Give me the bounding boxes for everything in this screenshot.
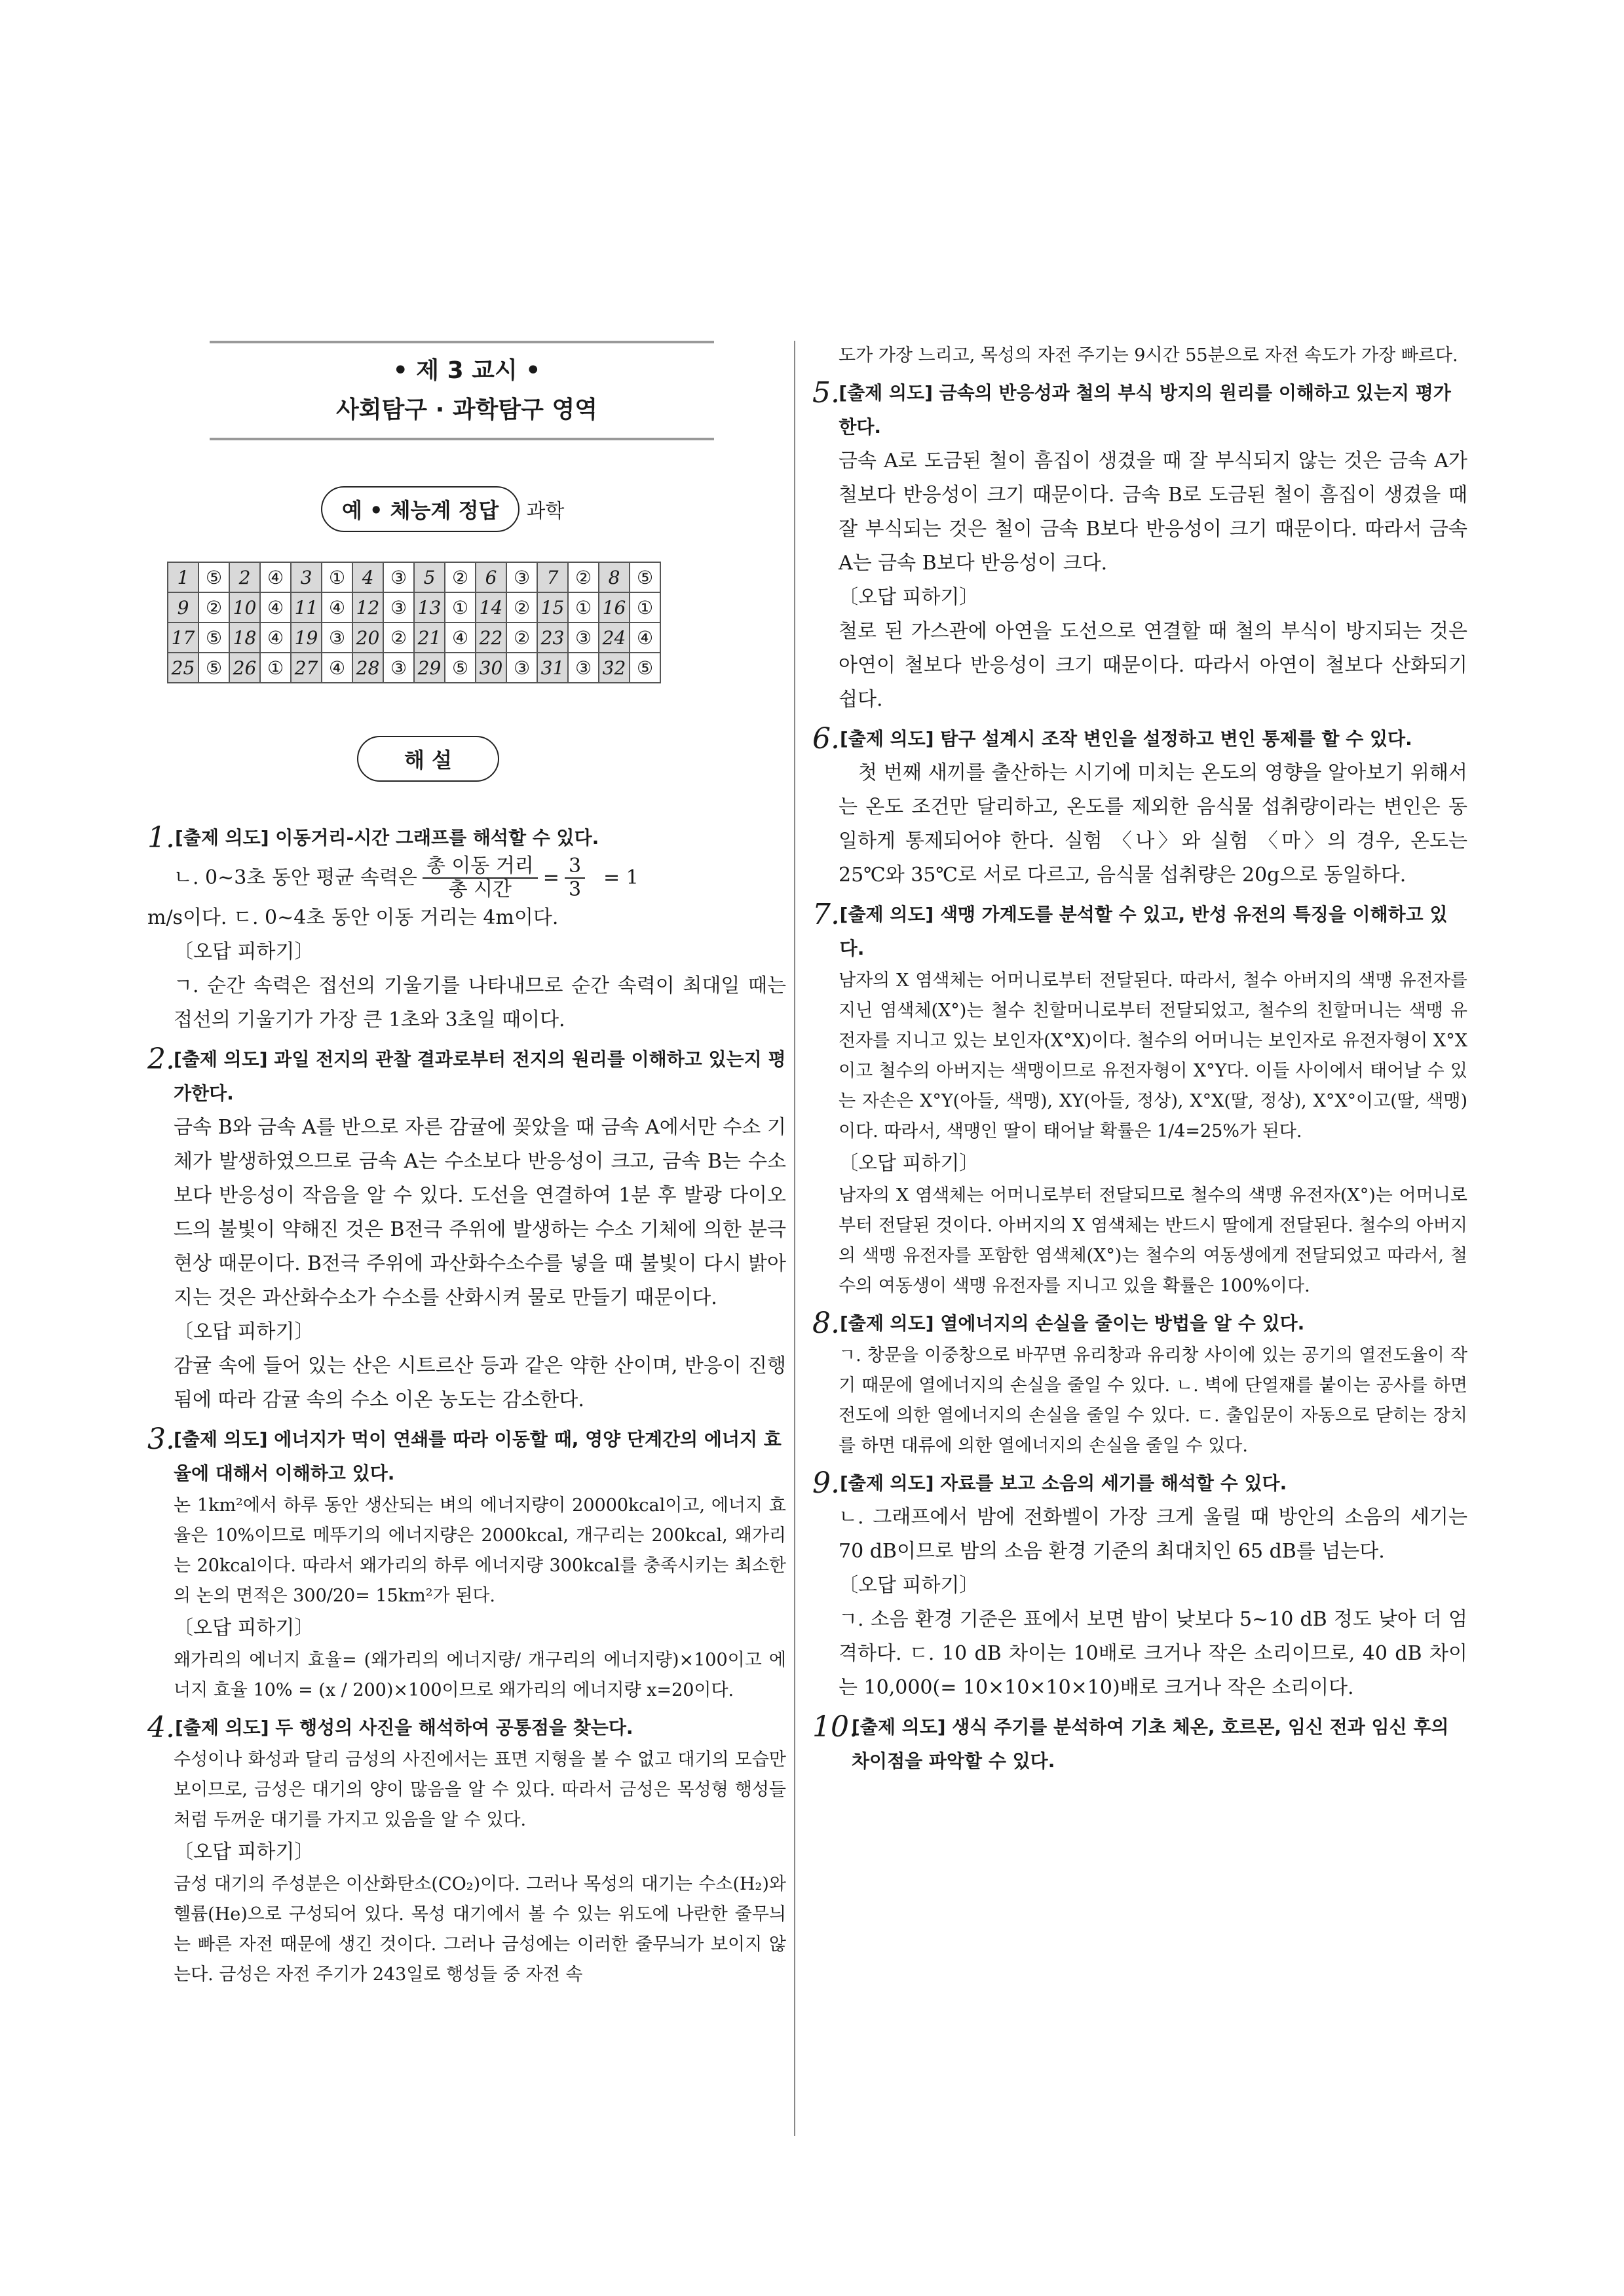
- subject-label: 과학: [526, 500, 565, 523]
- q7-number: 7.: [812, 898, 840, 931]
- q1-line1: [147, 855, 786, 901]
- answer-cell: ④: [260, 562, 291, 592]
- q2-number: 2.: [147, 1043, 175, 1076]
- answer-row: [168, 592, 660, 622]
- q2-header: [147, 1043, 786, 1111]
- question-number-cell: 1: [168, 562, 198, 592]
- answer-cell: ③: [383, 653, 414, 683]
- q3-header: [147, 1423, 786, 1491]
- question-number-cell: 24: [599, 622, 630, 653]
- q3-body: 논 1km²에서 하루 동안 생산되는 벼의 에너지량이 20000kcal이고, 에너지 효율은 10%이므로 메뚜기의 에너지량은 2000kcal, 개구리는 200kcal, 왜가리는 20kcal이다. 따라서 왜가리의 하루 에너지량 300kcal를 충족시키는 최소한의 논의 면적은 300/20= 15km²가 된다.: [174, 1495, 786, 1606]
- answer-cell: ③: [568, 653, 599, 683]
- question-number-cell: 14: [476, 592, 506, 622]
- answer-badge-row: [321, 486, 786, 532]
- q8-header: [812, 1307, 1467, 1341]
- header-rule-bottom: [210, 438, 714, 440]
- answer-cell: ③: [322, 622, 352, 653]
- question-number-cell: 19: [291, 622, 322, 653]
- q1-fraction-1: [423, 855, 538, 901]
- column-divider: [794, 341, 795, 2136]
- q3-intent: [출제 의도] 에너지가 먹이 연쇄를 따라 이동할 때, 영양 단계간의 에너지 효율에 대해서 이해하고 있다.: [174, 1428, 782, 1484]
- q9-header: [812, 1466, 1467, 1501]
- question-number-cell: 18: [229, 622, 260, 653]
- answer-cell: ④: [260, 592, 291, 622]
- question-number-cell: 31: [537, 653, 568, 683]
- answer-cell: ①: [568, 592, 599, 622]
- question-number-cell: 21: [414, 622, 445, 653]
- answer-cell: ⑤: [630, 562, 660, 592]
- q4-avoid-text: 금성 대기의 주성분은 이산화탄소(CO₂)이다. 그러나 목성의 대기는 수소(H₂)와 헬륨(He)으로 구성되어 있다. 목성 대기에서 볼 수 있는 위도에 나란한 줄무늬는 빠른 자전 때문에 생긴 것이다. 그러나 금성에는 이러한 줄무늬가 보이지 않는다. 금성은 자전 주기가 243일로 행성들 중 자전 속: [174, 1874, 786, 1985]
- q9-number: 9.: [812, 1466, 840, 1500]
- answer-cell: ④: [260, 622, 291, 653]
- q7-avoid-label: 〔오답 피하기〕: [839, 1152, 979, 1175]
- q1-frac1-bottom: 총 시간: [448, 878, 512, 901]
- session-header: [147, 341, 786, 440]
- explanation-badge-row: [357, 736, 786, 782]
- answer-cell: ⑤: [198, 622, 229, 653]
- q3-number: 3.: [147, 1423, 175, 1456]
- q1-frac1-top: 총 이동 거리: [423, 855, 538, 879]
- question-number-cell: 25: [168, 653, 198, 683]
- q4-header: [147, 1711, 786, 1745]
- answer-cell: ⑤: [445, 653, 476, 683]
- q5-header: [812, 376, 1467, 444]
- question-number-cell: 32: [599, 653, 630, 683]
- answer-cell: ②: [506, 622, 537, 653]
- q4-body: 수성이나 화성과 달리 금성의 사진에서는 표면 지형을 볼 수 없고 대기의 모습만 보이므로, 금성은 대기의 양이 많음을 알 수 있다. 따라서 금성은 목성형 행성들처럼 두꺼운 대기를 가지고 있음을 알 수 있다.: [174, 1750, 786, 1830]
- q2-avoid-label: 〔오답 피하기〕: [174, 1320, 314, 1343]
- answer-cell: ④: [445, 622, 476, 653]
- question-number-cell: 10: [229, 592, 260, 622]
- question-number-cell: 7: [537, 562, 568, 592]
- question-number-cell: 30: [476, 653, 506, 683]
- question-number-cell: 15: [537, 592, 568, 622]
- header-rule-top: [210, 341, 714, 343]
- answer-badge: 예 • 체능계 정답: [321, 486, 519, 532]
- q10-header: [812, 1710, 1467, 1778]
- q6-number: 6.: [812, 722, 840, 756]
- q8-intent: [출제 의도] 열에너지의 손실을 줄이는 방법을 알 수 있다.: [839, 1312, 1305, 1334]
- question-number-cell: 8: [599, 562, 630, 592]
- q7-header: [812, 898, 1467, 966]
- q5-avoid-text: 철로 된 가스관에 아연을 도선으로 연결할 때 철의 부식이 방지되는 것은 아연이 철보다 반응성이 크기 때문이다. 따라서 아연이 철보다 산화되기 쉽다.: [839, 620, 1467, 711]
- answer-cell: ⑤: [198, 653, 229, 683]
- answer-row: [168, 622, 660, 653]
- answer-cell: ④: [322, 653, 352, 683]
- q2-avoid-text: 감귤 속에 들어 있는 산은 시트르산 등과 같은 약한 산이며, 반응이 진행됨에 따라 감귤 속의 수소 이온 농도는 감소한다.: [174, 1354, 786, 1411]
- left-column: [147, 341, 786, 1990]
- answer-cell: ②: [568, 562, 599, 592]
- question-number-cell: 20: [352, 622, 383, 653]
- answer-row: [168, 562, 660, 592]
- answer-cell: ②: [506, 592, 537, 622]
- question-number-cell: 2: [229, 562, 260, 592]
- question-number-cell: 29: [414, 653, 445, 683]
- q9-avoid-text: ㄱ. 소음 환경 기준은 표에서 보면 밤이 낮보다 5~10 dB 정도 낮아 더 엄격하다. ㄷ. 10 dB 차이는 10배로 크거나 작은 소리이므로, 40 dB 차이는 10,000(= 10×10×10×10)배로 크거나 작은 소리이다.: [839, 1608, 1467, 1699]
- right-column: [812, 341, 1467, 1778]
- q8-number: 8.: [812, 1307, 840, 1340]
- answer-cell: ①: [260, 653, 291, 683]
- question-number-cell: 13: [414, 592, 445, 622]
- q2-intent: [출제 의도] 과일 전지의 관찰 결과로부터 전지의 원리를 이해하고 있는지 평가한다.: [174, 1048, 786, 1104]
- q4-avoid-continued: 도가 가장 느리고, 목성의 자전 주기는 9시간 55분으로 자전 속도가 가장 빠르다.: [839, 345, 1458, 366]
- q3-avoid-text: 왜가리의 에너지 효율= (왜가리의 에너지량/ 개구리의 에너지량)×100이고 에너지 효율 10% = (x / 200)×100이므로 왜가리의 에너지량 x=20이다.: [174, 1650, 786, 1700]
- question-number-cell: 6: [476, 562, 506, 592]
- question-number-cell: 9: [168, 592, 198, 622]
- q10-number: 10.: [812, 1710, 858, 1744]
- q6-body: 첫 번째 새끼를 출산하는 시기에 미치는 온도의 영향을 알아보기 위해서는 온도 조건만 달리하고, 온도를 제외한 음식물 섭취량이라는 변인은 동일하게 통제되어야 한다. 실험 〈나〉와 실험 〈마〉의 경우, 온도는 25℃와 35℃로 서로 다르고, 음식물 섭취량은 20g으로 동일하다.: [839, 761, 1467, 887]
- q2-body: 금속 B와 금속 A를 반으로 자른 감귤에 꽂았을 때 금속 A에서만 수소 기체가 발생하였으므로 금속 A는 수소보다 반응성이 크고, 금속 B는 수소보다 반응성이 작음을 알 수 있다. 도선을 연결하여 1분 후 발광 다이오드의 불빛이 약해진 것은 B전극 주위에 발생하는 수소 기체에 의한 분극 현상 때문이다. B전극 주위에 과산화수소수를 넣을 때 불빛이 다시 밝아지는 것은 과산화수소가 수소를 산화시켜 물로 만들기 때문이다.: [174, 1116, 786, 1309]
- q5-number: 5.: [812, 376, 840, 410]
- question-number-cell: 26: [229, 653, 260, 683]
- q8-body: ㄱ. 창문을 이중창으로 바꾸면 유리창과 유리창 사이에 있는 공기의 열전도율이 작기 때문에 열에너지의 손실을 줄일 수 있다. ㄴ. 벽에 단열재를 붙이는 공사를 하면 전도에 의한 열에너지의 손실을 줄일 수 있다. ㄷ. 출입문이 자동으로 닫히는 장치를 하면 대류에 의한 열에너지의 손실을 줄일 수 있다.: [839, 1345, 1467, 1456]
- q4-avoid-label: 〔오답 피하기〕: [174, 1841, 314, 1864]
- q1-equals: =: [542, 866, 559, 889]
- q10-intent: [출제 의도] 생식 주기를 분석하여 기초 체온, 호르몬, 임신 전과 임신 후의 차이점을 파악할 수 있다.: [852, 1716, 1449, 1772]
- answer-cell: ④: [630, 622, 660, 653]
- answer-cell: ③: [506, 653, 537, 683]
- q6-intent: [출제 의도] 탐구 설계시 조작 변인을 설정하고 변인 통제를 할 수 있다.: [839, 728, 1412, 750]
- q7-body: 남자의 X 염색체는 어머니로부터 전달된다. 따라서, 철수 아버지의 색맹 유전자를 지닌 염색체(X°)는 철수 친할머니로부터 전달되었고, 철수의 친할머니는 색맹 유전자를 지니고 있는 보인자(X°X)이다. 철수의 어머니는 보인자로 유전자형이 X°X이고 철수의 아버지는 색맹이므로 유전자형이 X°Y다. 이들 사이에서 태어날 수 있는 자손은 X°Y(아들, 색맹), XY(아들, 정상), X°X(딸, 정상), X°X°이고(딸, 색맹)이다. 따라서, 색맹인 딸이 태어날 확률은 1/4=25%가 된다.: [839, 970, 1467, 1141]
- q9-body: ㄴ. 그래프에서 밤에 전화벨이 가장 크게 울릴 때 방안의 소음의 세기는 70 dB이므로 밤의 소음 환경 기준의 최대치인 65 dB를 넘는다.: [839, 1506, 1467, 1563]
- answer-cell: ①: [445, 592, 476, 622]
- question-number-cell: 11: [291, 592, 322, 622]
- answer-cell: ⑤: [198, 562, 229, 592]
- question-number-cell: 23: [537, 622, 568, 653]
- answer-cell: ①: [322, 562, 352, 592]
- q4-number: 4.: [147, 1711, 175, 1744]
- answer-cell: ③: [383, 592, 414, 622]
- question-number-cell: 27: [291, 653, 322, 683]
- q7-intent: [출제 의도] 색맹 가계도를 분석할 수 있고, 반성 유전의 특징을 이해하고 있다.: [839, 904, 1448, 959]
- q5-body: 금속 A로 도금된 철이 흠집이 생겼을 때 잘 부식되지 않는 것은 금속 A가 철보다 반응성이 크기 때문이다. 금속 B로 도금된 철이 흠집이 생겼을 때 잘 부식되는 것은 철이 금속 B보다 반응성이 크기 때문이다. 따라서 금속 A는 금속 B보다 반응성이 크다.: [839, 450, 1467, 575]
- question-number-cell: 4: [352, 562, 383, 592]
- q5-intent: [출제 의도] 금속의 반응성과 철의 부식 방지의 원리를 이해하고 있는지 평가한다.: [839, 382, 1451, 438]
- question-number-cell: 3: [291, 562, 322, 592]
- q1-fraction-2: [565, 855, 585, 901]
- q1-line1-text: ㄴ. 0~3초 동안 평균 속력은: [174, 866, 417, 889]
- q1-avoid-label: 〔오답 피하기〕: [174, 940, 314, 963]
- q1-number: 1.: [147, 821, 175, 854]
- question-number-cell: 16: [599, 592, 630, 622]
- question-number-cell: 12: [352, 592, 383, 622]
- q7-avoid-text: 남자의 X 염색체는 어머니로부터 전달되므로 철수의 색맹 유전자(X°)는 어머니로부터 전달된 것이다. 아버지의 X 염색체는 반드시 딸에게 전달된다. 철수의 아버지의 색맹 유전자를 포함한 염색체(X°)는 철수의 여동생에게 전달되었고 따라서, 철수의 여동생이 색맹 유전자를 지니고 있을 확률은 100%이다.: [839, 1185, 1467, 1296]
- q4-intent: [출제 의도] 두 행성의 사진을 해석하여 공통점을 찾는다.: [174, 1717, 633, 1738]
- q1-avoid-text: ㄱ. 순간 속력은 접선의 기울기를 나타내므로 순간 속력이 최대일 때는 접선의 기울기가 가장 큰 1초와 3초일 때이다.: [174, 974, 786, 1031]
- q5-avoid-label: 〔오답 피하기〕: [839, 586, 979, 609]
- area-title: 사회탐구 · 과학탐구 영역: [335, 396, 598, 423]
- q1-frac2-bottom: 3: [568, 878, 582, 901]
- q9-intent: [출제 의도] 자료를 보고 소음의 세기를 해석할 수 있다.: [839, 1472, 1287, 1494]
- question-number-cell: 28: [352, 653, 383, 683]
- question-number-cell: 5: [414, 562, 445, 592]
- answer-cell: ②: [383, 622, 414, 653]
- explanation-badge: 해 설: [357, 736, 499, 782]
- question-number-cell: 17: [168, 622, 198, 653]
- q1-intent: [출제 의도] 이동거리-시간 그래프를 해석할 수 있다.: [174, 827, 599, 849]
- q1-line2: m/s이다. ㄷ. 0~4초 동안 이동 거리는 4m이다.: [147, 906, 559, 929]
- question-number-cell: 22: [476, 622, 506, 653]
- q1-frac2-top: 3: [565, 855, 585, 879]
- answer-cell: ②: [445, 562, 476, 592]
- answer-cell: ③: [383, 562, 414, 592]
- answer-table: [167, 562, 661, 683]
- answer-cell: ④: [322, 592, 352, 622]
- session-title: • 제 3 교시 •: [392, 357, 541, 384]
- answer-cell: ③: [506, 562, 537, 592]
- answer-row: [168, 653, 660, 683]
- answer-cell: ②: [198, 592, 229, 622]
- answer-cell: ①: [630, 592, 660, 622]
- q9-avoid-label: 〔오답 피하기〕: [839, 1574, 979, 1597]
- q1-equals-2: = 1: [603, 866, 639, 889]
- q3-avoid-label: 〔오답 피하기〕: [174, 1617, 314, 1639]
- answer-cell: ⑤: [630, 653, 660, 683]
- answer-cell: ③: [568, 622, 599, 653]
- q1-header: [147, 821, 786, 855]
- q6-header: [812, 722, 1467, 756]
